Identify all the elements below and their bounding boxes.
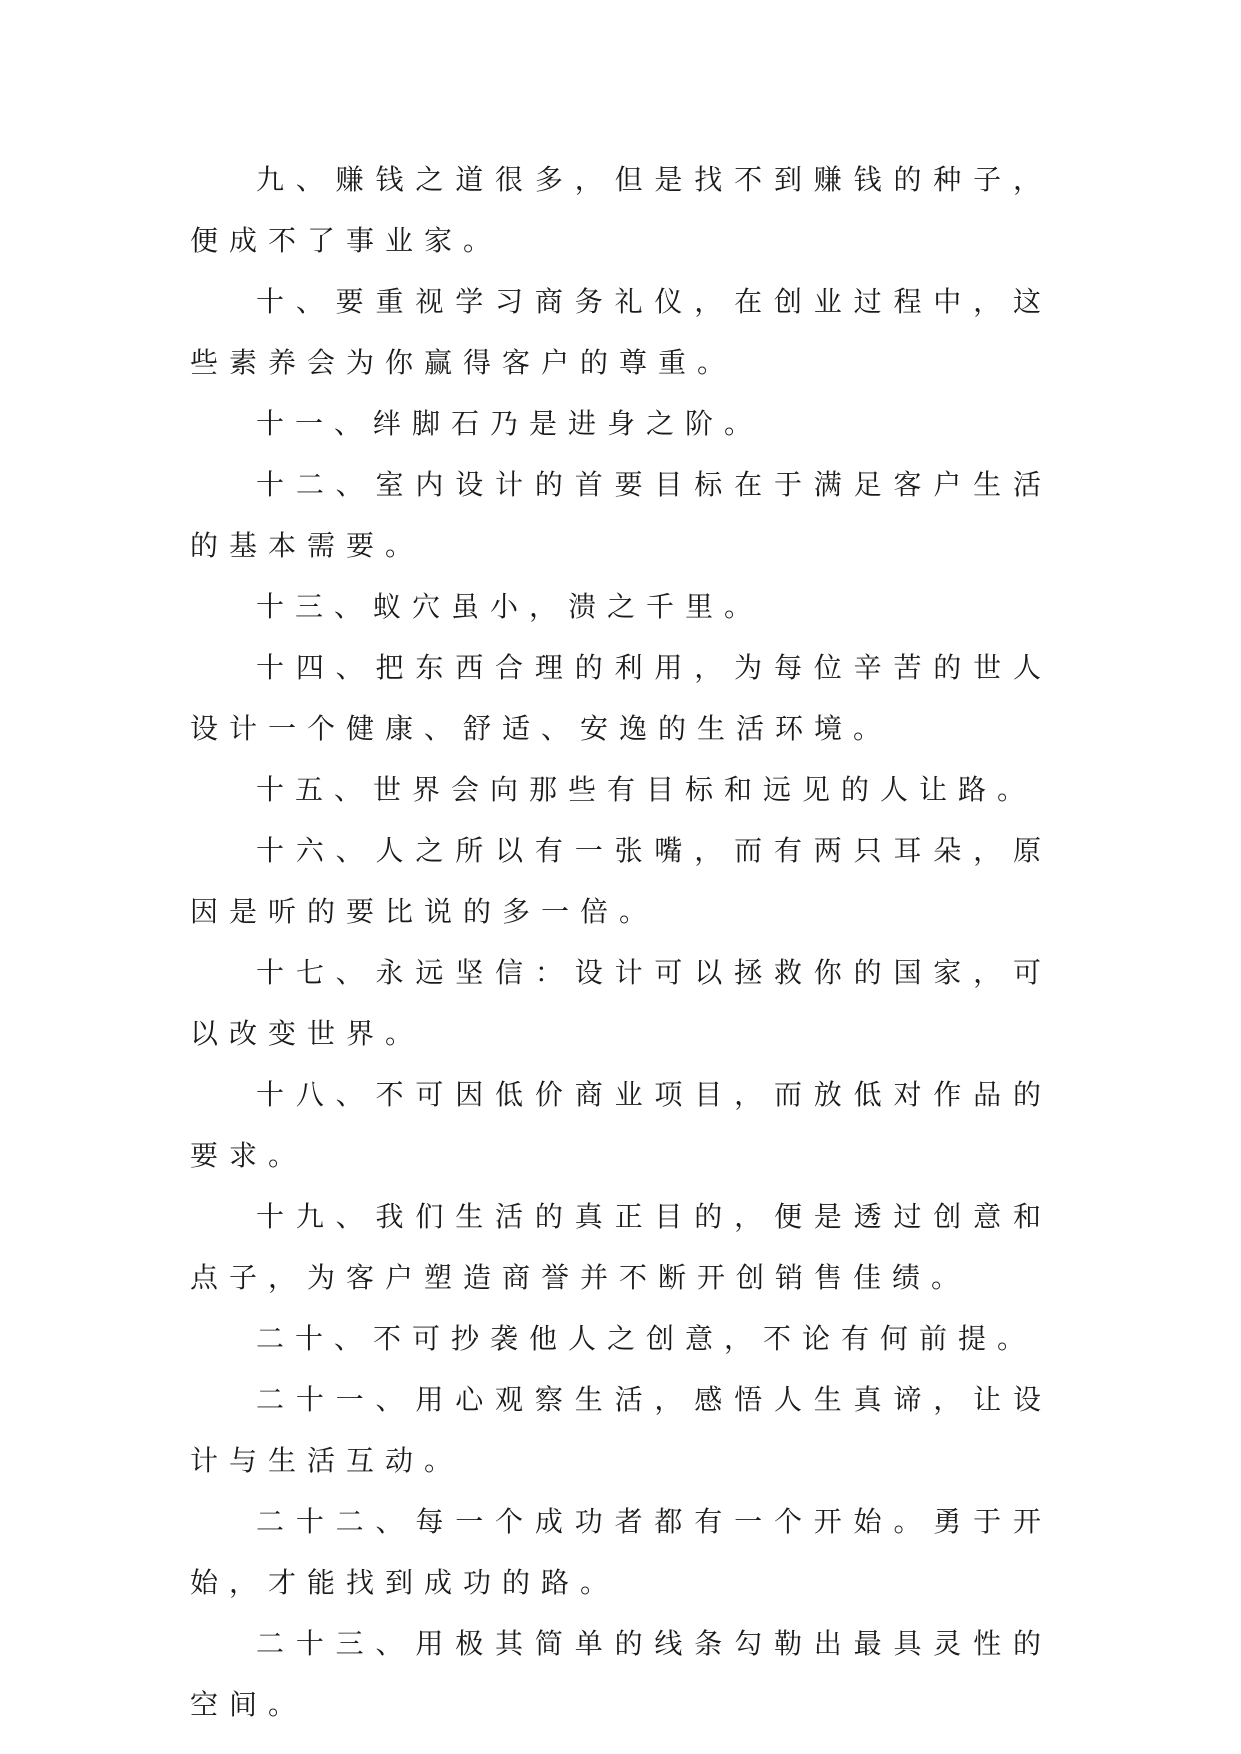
paragraph: 二十、不可抄袭他人之创意，不论有何前提。 xyxy=(256,1321,1037,1355)
paragraph: 十一、绊脚石乃是进身之阶。 xyxy=(256,406,764,440)
paragraph: 十七、永远坚信：设计可以拯救你的国家，可以改变世界。 xyxy=(190,955,1052,1050)
paragraph: 九、赚钱之道很多，但是找不到赚钱的种子，便成不了事业家。 xyxy=(190,162,1052,257)
paragraph: 十六、人之所以有一张嘴，而有两只耳朵，原因是听的要比说的多一倍。 xyxy=(190,833,1052,928)
paragraph: 二十三、用极其简单的线条勾勒出最具灵性的空间。 xyxy=(190,1626,1052,1721)
paragraph: 二十二、每一个成功者都有一个开始。勇于开始，才能找到成功的路。 xyxy=(190,1504,1052,1599)
paragraph: 十五、世界会向那些有目标和远见的人让路。 xyxy=(256,772,1037,806)
paragraph: 十、要重视学习商务礼仪，在创业过程中，这些素养会为你赢得客户的尊重。 xyxy=(190,284,1052,379)
paragraph: 十二、室内设计的首要目标在于满足客户生活的基本需要。 xyxy=(190,467,1052,562)
paragraph: 十八、不可因低价商业项目，而放低对作品的要求。 xyxy=(190,1077,1052,1172)
paragraph: 二十一、用心观察生活，感悟人生真谛，让设计与生活互动。 xyxy=(190,1382,1052,1477)
paragraph: 十九、我们生活的真正目的，便是透过创意和点子，为客户塑造商誉并不断开创销售佳绩。 xyxy=(190,1199,1052,1294)
document-body xyxy=(190,149,1052,1735)
paragraph: 十三、蚁穴虽小，溃之千里。 xyxy=(256,589,764,623)
paragraph: 十四、把东西合理的利用，为每位辛苦的世人设计一个健康、舒适、安逸的生活环境。 xyxy=(190,650,1052,745)
